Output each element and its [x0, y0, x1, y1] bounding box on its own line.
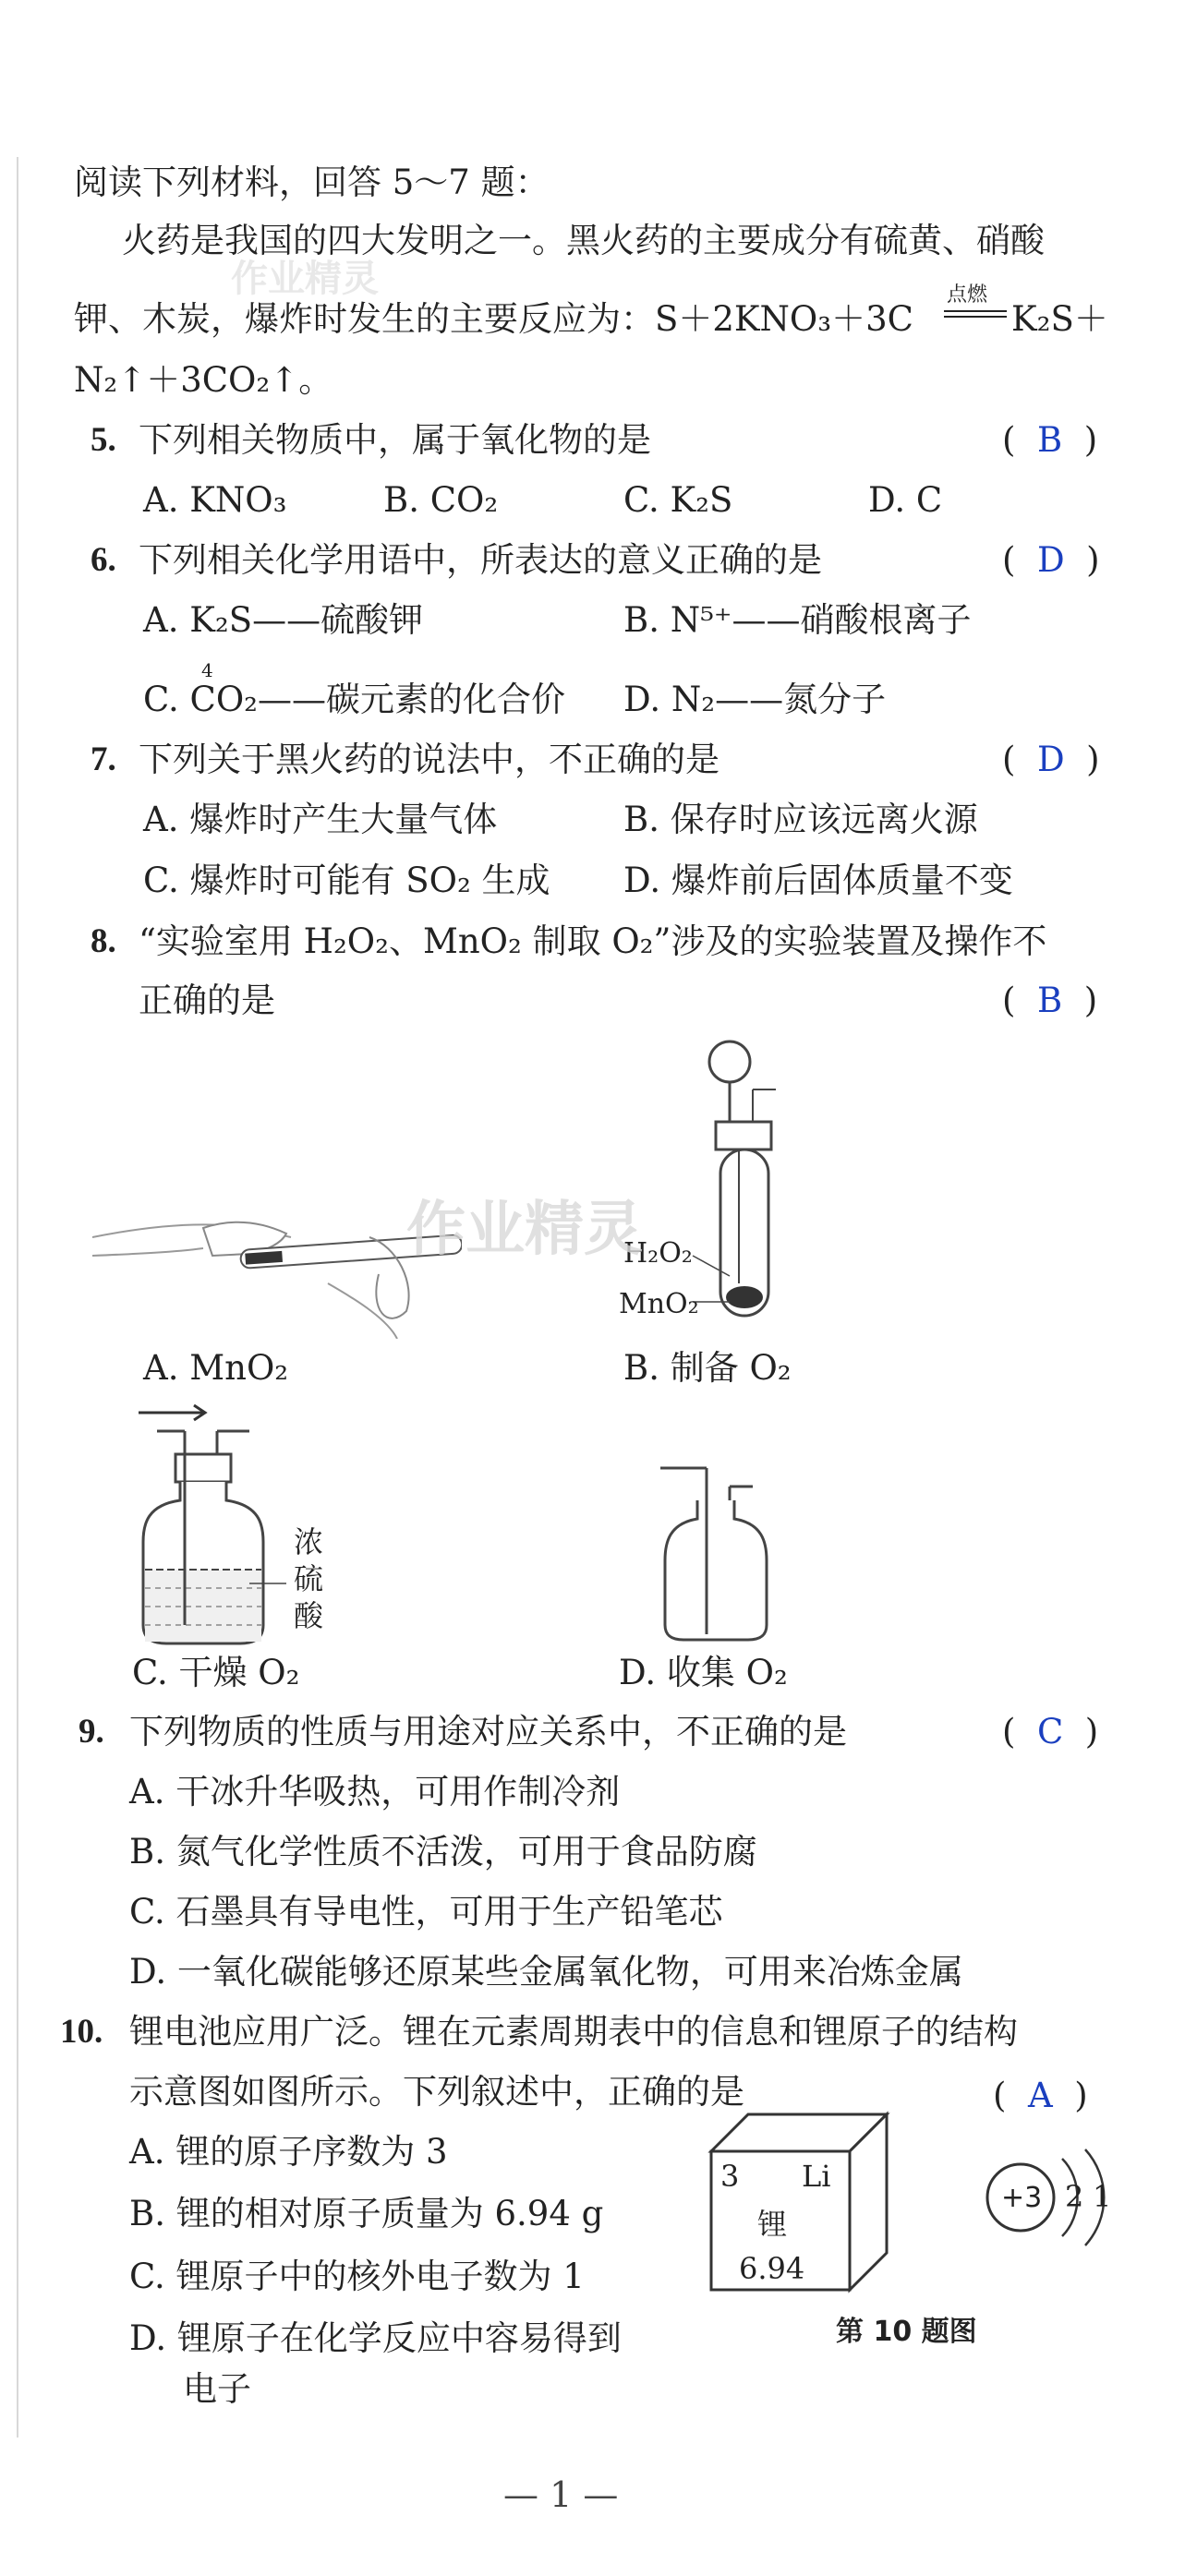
label-acid-3: 酸 — [294, 1598, 324, 1633]
q6-number: 6. — [91, 541, 116, 579]
q5-option-a: A. KNO₃ — [143, 480, 287, 520]
q7-option-c: C. 爆炸时可能有 SO₂ 生成 — [143, 861, 550, 900]
q7-option-d: D. 爆炸前后固体质量不变 — [623, 861, 1013, 900]
q8-stem: “实验室用 H₂O₂、MnO₂ 制取 O₂”涉及的实验装置及操作不 — [139, 921, 1047, 961]
q7-option-a: A. 爆炸时产生大量气体 — [143, 800, 498, 839]
q8-answer-box: ( B ) — [1002, 981, 1098, 1020]
q9-option-a: A. 干冰升华吸热，可用作制冷剂 — [129, 1772, 621, 1812]
label-acid-1: 浓 — [294, 1524, 324, 1559]
nucleus-charge: +3 — [1001, 2182, 1043, 2214]
q5-answer-box: ( B ) — [1002, 420, 1098, 460]
q5-number: 5. — [91, 421, 116, 459]
q8-option-c: C. 干燥 O₂ — [132, 1653, 300, 1692]
q10-stem-2: 示意图如图所示。下列叙述中，正确的是 — [129, 2072, 744, 2112]
q5-stem: 下列相关物质中，属于氧化物的是 — [139, 420, 651, 460]
q10-answer: A — [1027, 2076, 1053, 2115]
margin-line — [17, 157, 18, 2438]
q6-answer: D — [1036, 540, 1065, 580]
q10-option-d-cont: 电子 — [183, 2369, 251, 2409]
shell-2-electrons: 1 — [1093, 2179, 1112, 2214]
q8-option-d: D. 收集 O₂ — [619, 1653, 788, 1692]
q6-option-c: C. CO₂——碳元素的化合价 — [143, 680, 565, 719]
q6-answer-box: ( D ) — [1002, 540, 1100, 580]
q9-number: 9. — [79, 1713, 104, 1751]
page-number: — 1 — — [503, 2474, 619, 2515]
q5-option-b: B. CO₂ — [383, 480, 499, 520]
passage-line-1: 火药是我国的四大发明之一。黑火药的主要成分有硫黄、硝酸 — [122, 221, 1045, 260]
q7-option-b: B. 保存时应该远离火源 — [623, 800, 978, 839]
q9-answer-box: ( C ) — [1002, 1712, 1099, 1751]
apparatus-c-washing-bottle — [129, 1403, 314, 1653]
q8-answer: B — [1036, 981, 1063, 1020]
q9-option-b: B. 氮气化学性质不活泼，可用于食品防腐 — [129, 1832, 757, 1872]
q6-valence-superscript: 4 — [201, 659, 213, 681]
q10-option-a: A. 锂的原子序数为 3 — [129, 2132, 448, 2172]
element-symbol: Li — [802, 2159, 831, 2194]
reading-intro: 阅读下列材料，回答 5～7 题： — [74, 163, 550, 202]
equation-line-2 — [944, 316, 1007, 318]
watermark-center: 作业精灵 — [406, 1196, 643, 1264]
q7-answer: D — [1036, 740, 1065, 779]
reaction-condition: 点燃 — [947, 283, 988, 307]
q7-stem: 下列关于黑火药的说法中，不正确的是 — [139, 740, 719, 779]
q5-option-c: C. K₂S — [623, 480, 733, 520]
q9-stem: 下列物质的性质与用途对应关系中，不正确的是 — [129, 1712, 847, 1751]
q6-stem: 下列相关化学用语中，所表达的意义正确的是 — [139, 540, 822, 580]
q10-answer-box: ( A ) — [993, 2076, 1088, 2115]
q8-stem-2: 正确的是 — [139, 981, 275, 1020]
q10-number: 10. — [60, 2013, 103, 2051]
q5-option-d: D. C — [868, 480, 943, 520]
q8-number: 8. — [91, 922, 116, 960]
q5-answer: B — [1036, 420, 1063, 460]
passage-line-2: 钾、木炭，爆炸时发生的主要反应为：S＋2KNO₃＋3C — [74, 299, 913, 339]
watermark-top: 作业精灵 — [231, 258, 379, 300]
shell-1-electrons: 2 — [1065, 2179, 1084, 2214]
q9-option-c: C. 石墨具有导电性，可用于生产铅笔芯 — [129, 1892, 723, 1932]
q6-option-a: A. K₂S——硫酸钾 — [143, 600, 424, 640]
q7-answer-box: ( D ) — [1002, 740, 1100, 779]
q9-answer: C — [1036, 1712, 1064, 1751]
passage-line-3: N₂↑＋3CO₂↑。 — [74, 360, 333, 400]
passage-line-2-end: K₂S＋ — [1011, 299, 1108, 339]
q10-option-b: B. 锂的相对原子质量为 6.94 g — [129, 2194, 604, 2233]
q8-option-b: B. 制备 O₂ — [623, 1348, 792, 1388]
q9-option-d: D. 一氧化碳能够还原某些金属氧化物，可用来冶炼金属 — [129, 1952, 963, 1992]
label-h2o2: H₂O₂ — [623, 1237, 693, 1270]
q7-number: 7. — [91, 740, 116, 778]
atomic-number: 3 — [720, 2159, 740, 2194]
equation-line — [944, 310, 1007, 312]
label-mno2: MnO₂ — [619, 1288, 699, 1320]
q10-option-c: C. 锂原子中的核外电子数为 1 — [129, 2257, 585, 2296]
element-name: 锂 — [757, 2207, 788, 2242]
q6-option-d: D. N₂——氮分子 — [623, 680, 887, 719]
label-acid-2: 硫 — [294, 1561, 324, 1596]
q8-option-a: A. MnO₂ — [143, 1348, 289, 1388]
apparatus-d-collecting-bottle — [647, 1459, 776, 1643]
figure-caption: 第 10 题图 — [836, 2316, 977, 2348]
q10-option-d: D. 锂原子在化学反应中容易得到 — [129, 2318, 622, 2358]
q10-stem: 锂电池应用广泛。锂在元素周期表中的信息和锂原子的结构 — [129, 2012, 1018, 2052]
atomic-mass: 6.94 — [739, 2251, 805, 2286]
q6-option-b: B. N⁵⁺——硝酸根离子 — [623, 600, 972, 640]
